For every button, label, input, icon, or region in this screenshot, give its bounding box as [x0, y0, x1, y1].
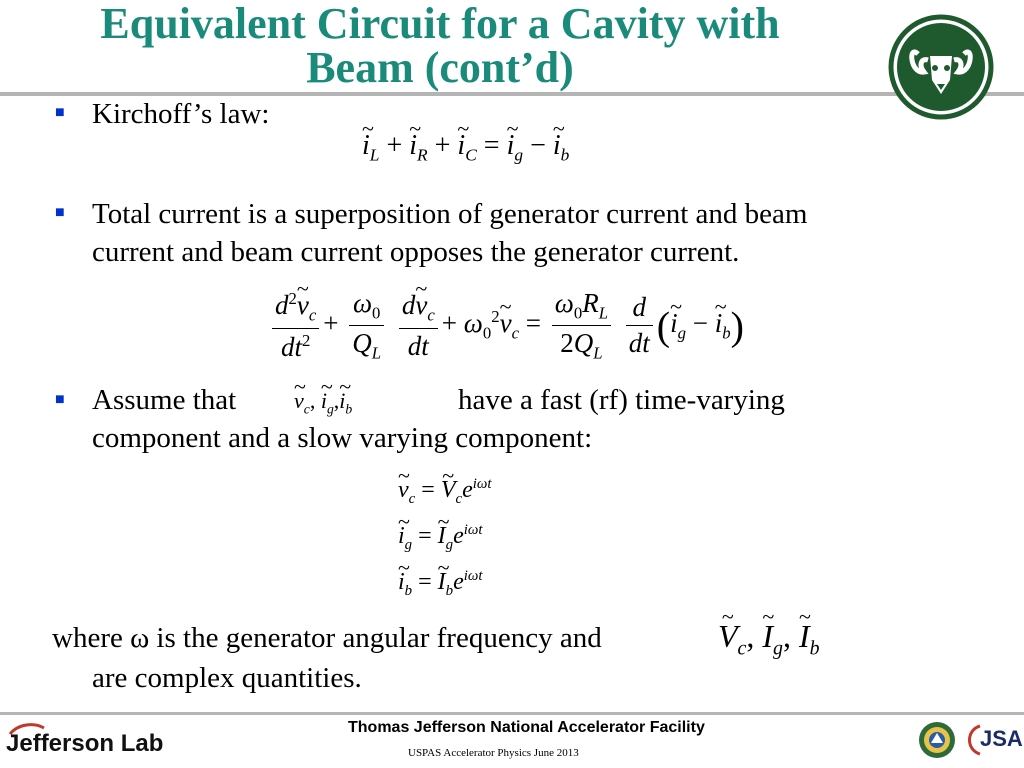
ib-equation: ~ $i_b$ = ~ $I_be^{i\omega t}$ — [398, 568, 483, 600]
where-line1: where ω is the generator angular frequency and — [52, 622, 602, 654]
square-bullet-icon: ■ — [55, 391, 65, 408]
facility-name: Thomas Jefferson National Accelerator Facility — [348, 719, 705, 736]
bullet-kirchoff: Kirchoff’s law: — [92, 98, 270, 130]
course-info: USPAS Accelerator Physics June 2013 — [408, 747, 579, 759]
csu-ram-logo — [888, 14, 994, 120]
jefferson-lab-text: Jefferson Lab — [6, 730, 164, 757]
ig-equation: ~ $i_g$ = ~ $I_ge^{i\omega t}$ — [398, 522, 483, 554]
square-bullet-icon: ■ — [55, 104, 65, 121]
doe-seal-icon — [918, 721, 956, 759]
bullet-superposition-line1: Total current is a superposition of generator current and beam — [92, 198, 808, 230]
footer-divider — [0, 712, 1024, 715]
slide-title — [0, 2, 880, 90]
assume-variables: ~ $v_c$, ~ $i_g,\sim$ $i_b$ — [294, 388, 352, 417]
jlab-swoosh-icon — [8, 722, 46, 736]
title-line-2: Beam (cont’d) — [306, 43, 574, 92]
jsa-logo — [962, 720, 1023, 760]
jefferson-lab-logo — [6, 730, 163, 758]
title-line-1: Equivalent Circuit for a Cavity with — [100, 0, 780, 48]
complex-quantities: ~ $V_c$, ~ $I_g$, ~ $I_b$ — [718, 618, 820, 660]
bullet-assume-rest: have a fast (rf) time-varying — [458, 384, 785, 416]
bullet-assume: Assume that — [92, 384, 237, 416]
kirchoff-equation: ~ $i_L$ + ~ $i_R$ + ~ $i_C$ = ~ $i_g$ − ~ $i_b$ — [362, 130, 569, 166]
where-line2: are complex quantities. — [92, 662, 362, 694]
bullet-superposition-line2: current and beam current opposes the generator current. — [92, 236, 740, 268]
bullet-assume-line2: component and a slow varying component: — [92, 422, 593, 454]
jsa-text: JSA — [980, 726, 1023, 751]
square-bullet-icon: ■ — [55, 204, 65, 221]
vc-equation: ~ $v_c$ = ~ $V_ce^{i\omega t}$ — [398, 476, 492, 508]
differential-equation: $\frac{d^2\sim v_c}{dt^2}$ + $\frac{\omega_0}{Q_L}$ $\frac{d\sim v_c}{dt}$ + $\omega_0^2\sim$ $v_c$ = $\frac{\omega_0R_L}{2Q_L}$ $\frac{d}{dt}$ (~ $i_g$ − ~ $i_b$) — [268, 288, 744, 364]
